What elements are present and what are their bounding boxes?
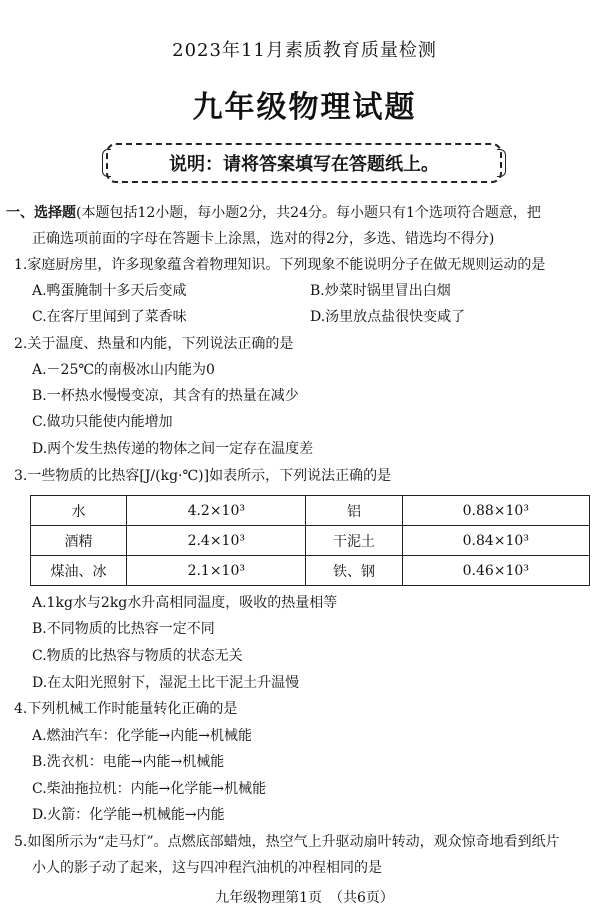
table-cell: 干泥土 xyxy=(306,526,402,556)
q5-stem-2: 小人的影子动了起来，这与四冲程汽油机的冲程相同的是 xyxy=(32,860,382,876)
q4-option-d: D.火箭：化学能→机械能→内能 xyxy=(32,807,225,823)
q3-option-a: A.1kg水与2kg水升高相同温度，吸收的热量相等 xyxy=(32,595,338,611)
table-row xyxy=(31,556,590,586)
table-cell: 0.46×10³ xyxy=(402,556,589,586)
section1-line1 xyxy=(6,204,541,222)
q2-option-c: C.做功只能使内能增加 xyxy=(32,414,173,430)
q1-option-c: C.在客厅里闻到了菜香味 xyxy=(32,309,187,325)
q4-option-c: C.柴油拖拉机：内能→化学能→机械能 xyxy=(32,781,267,797)
specific-heat-table xyxy=(30,495,590,586)
section1-desc-2: 正确选项前面的字母在答题卡上涂黑，选对的得2分，多选、错选均不得分) xyxy=(32,231,495,247)
table-cell: 0.84×10³ xyxy=(402,526,589,556)
page-footer: 九年级物理第1页 （共6页） xyxy=(215,890,394,906)
table-cell: 2.1×10³ xyxy=(127,556,306,586)
q1-option-b: B.炒菜时锅里冒出白烟 xyxy=(310,283,451,299)
table-cell: 铝 xyxy=(306,496,402,526)
exam-subtitle: 2023年11月素质教育质量检测 xyxy=(172,40,437,61)
q4-option-b: B.洗衣机：电能→内能→机械能 xyxy=(32,754,225,770)
q2-option-b: B.一杯热水慢慢变凉，其含有的热量在减少 xyxy=(32,388,299,404)
section1-desc-1: (本题包括12小题，每小题2分，共24分。每小题只有1个选项符合题意，把 xyxy=(76,205,541,221)
q1-stem: 1.家庭厨房里，许多现象蕴含着物理知识。下列现象不能说明分子在做无规则运动的是 xyxy=(14,257,546,273)
q2-stem: 2.关于温度、热量和内能，下列说法正确的是 xyxy=(14,336,294,352)
q3-option-d: D.在太阳光照射下，湿泥土比干泥土升温慢 xyxy=(32,675,300,691)
table-cell: 2.4×10³ xyxy=(127,526,306,556)
table-cell: 酒精 xyxy=(31,526,127,556)
table-cell: 4.2×10³ xyxy=(127,496,306,526)
q4-option-a: A.燃油汽车：化学能→内能→机械能 xyxy=(32,728,253,744)
table-cell: 铁、钢 xyxy=(306,556,402,586)
q4-stem: 4.下列机械工作时能量转化正确的是 xyxy=(14,701,238,717)
q3-option-c: C.物质的比热容与物质的状态无关 xyxy=(32,648,243,664)
notice-box xyxy=(106,143,502,183)
table-cell: 0.88×10³ xyxy=(402,496,589,526)
q5-stem-1: 5.如图所示为“走马灯”。点燃底部蜡烛，热空气上升驱动扇叶转动，观众惊奇地看到纸片 xyxy=(14,834,560,850)
table-row xyxy=(31,526,590,556)
notice-text: 说明：请将答案填写在答题纸上。 xyxy=(169,154,439,175)
q3-stem: 3.一些物质的比热容[J/(kg·℃)]如表所示，下列说法正确的是 xyxy=(14,468,392,484)
section1-heading: 一、选择题 xyxy=(6,205,76,221)
table-cell: 水 xyxy=(31,496,127,526)
exam-title: 九年级物理试题 xyxy=(192,90,417,125)
q1-option-a: A.鸭蛋腌制十多天后变咸 xyxy=(32,283,187,299)
table-row xyxy=(31,496,590,526)
q3-option-b: B.不同物质的比热容一定不同 xyxy=(32,621,215,637)
q2-option-a: A.－25℃的南极冰山内能为0 xyxy=(32,362,215,378)
q2-option-d: D.两个发生热传递的物体之间一定存在温度差 xyxy=(32,441,314,457)
q1-option-d: D.汤里放点盐很快变咸了 xyxy=(310,309,466,325)
table-cell: 煤油、冰 xyxy=(31,556,127,586)
